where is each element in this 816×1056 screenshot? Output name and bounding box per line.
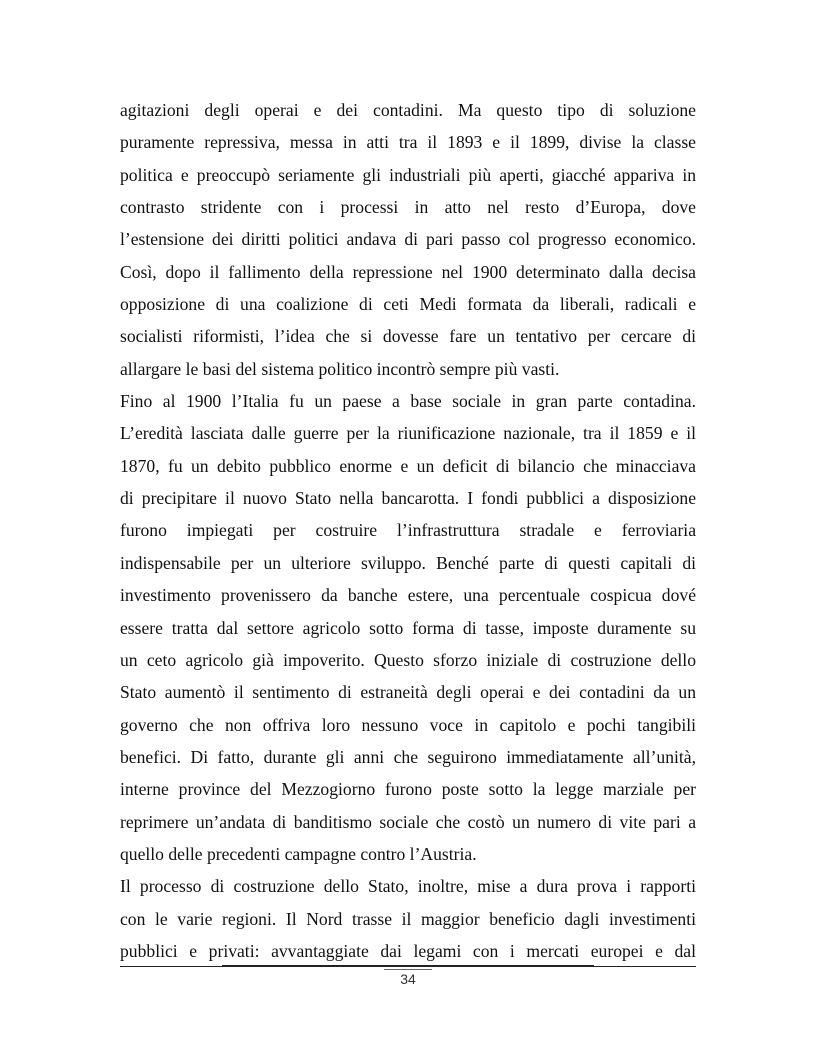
text-line: contrasto stridente con i processi in atto nel resto d’Europa, dove [120,197,696,218]
text-line: Così, dopo il fallimento della repressione nel 1900 determinato dalla decisa [120,261,696,282]
text-line: di precipitare il nuovo Stato nella bancarotta. I fondi pubblici a disposizione [120,488,696,509]
text-line: Il processo di costruzione dello Stato, inoltre, mise a dura prova i rapporti [120,876,696,897]
text-line: governo che non offriva loro nessuno voce in capitolo e pochi tangibili [120,714,696,735]
text-line: puramente repressiva, messa in atti tra il 1893 e il 1899, divise la classe [120,132,696,153]
text-line: allargare le basi del sistema politico incontrò sempre più vasti. [120,358,560,379]
text-line: Fino al 1900 l’Italia fu un paese a base sociale in gran parte contadina. [120,391,696,412]
text-line: investimento provenissero da banche estere, una percentuale cospicua dové [120,585,696,606]
text-line: essere tratta dal settore agricolo sotto forma di tasse, imposte duramente su [120,617,696,638]
text-line: agitazioni degli operai e dei contadini. Ma questo tipo di soluzione [120,100,696,120]
text-line: benefici. Di fatto, durante gli anni che seguirono immediatamente all’unità, [120,746,696,767]
text-line: socialisti riformisti, l’idea che si dovesse fare un tentativo per cercare di [120,326,696,347]
text-line: con le varie regioni. Il Nord trasse il maggior beneficio dagli investimenti [120,908,696,929]
text-line: L’eredità lasciata dalle guerre per la riunificazione nazionale, tra il 1859 e il [120,423,696,444]
text-line: interne province del Mezzogiorno furono poste sotto la legge marziale per [120,779,696,800]
page-number: 34 [400,971,416,987]
footer-rule-center [222,965,594,967]
text-line: indispensabile per un ulteriore sviluppo. Benché parte di questi capitali di [120,552,696,573]
text-line: Stato aumentò il sentimento di estraneità degli operai e dei contadini da un [120,682,696,703]
text-line: politica e preoccupò seriamente gli industriali più aperti, giacché appariva in [120,164,696,185]
text-line: un ceto agricolo già impoverito. Questo sforzo iniziale di costruzione dello [120,649,696,670]
text-line: opposizione di una coalizione di ceti Medi formata da liberali, radicali e [120,294,696,315]
text-line: reprimere un’andata di banditismo sociale che costò un numero di vite pari a [120,811,696,832]
text-line: furono impiegati per costruire l’infrastruttura stradale e ferroviaria [120,520,696,541]
text-line: pubblici e privati: avvantaggiate dai legami con i mercati europei e dal [120,940,696,961]
text-line: quello delle precedenti campagne contro l’Austria. [120,843,477,864]
text-line: 1870, fu un debito pubblico enorme e un deficit di bilancio che minacciava [120,455,696,476]
text-line: l’estensione dei diritti politici andava di pari passo col progresso economico. [120,229,696,250]
body-text [120,94,696,967]
